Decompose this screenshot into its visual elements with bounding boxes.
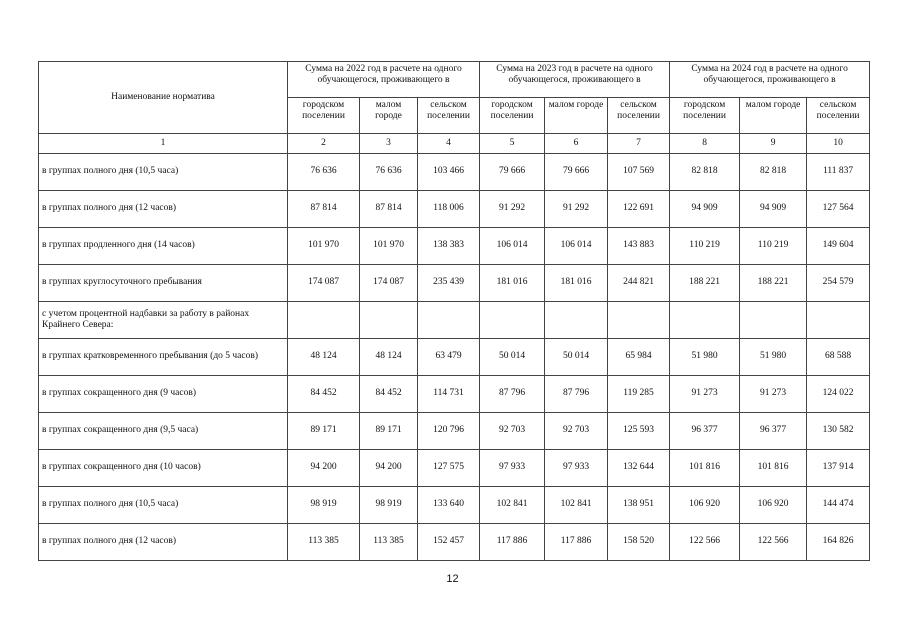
row-value: 101 816	[740, 450, 807, 487]
row-value: 144 474	[807, 487, 870, 524]
row-value: 94 200	[288, 450, 360, 487]
row-value: 124 022	[807, 376, 870, 413]
row-name: в группах полного дня (12 часов)	[39, 524, 288, 561]
norms-table	[38, 61, 870, 561]
row-value: 65 984	[608, 339, 670, 376]
row-value: 98 919	[360, 487, 418, 524]
group-header-2022: Сумма на 2022 год в расчете на одного обучающегося, проживающего в	[288, 62, 480, 98]
table-row	[39, 302, 870, 339]
row-value: 118 006	[418, 191, 480, 228]
row-value: 113 385	[360, 524, 418, 561]
row-value: 76 636	[288, 154, 360, 191]
row-value: 94 909	[670, 191, 740, 228]
group-header-2023: Сумма на 2023 год в расчете на одного обучающегося, проживающего в	[480, 62, 670, 98]
row-value: 158 520	[608, 524, 670, 561]
row-value	[608, 302, 670, 339]
subheader-small-town: малом городе	[545, 98, 608, 134]
subheader-small-town: малом городе	[360, 98, 418, 134]
column-index: 6	[545, 134, 608, 154]
row-value: 79 666	[480, 154, 545, 191]
row-value: 188 221	[740, 265, 807, 302]
row-value: 125 593	[608, 413, 670, 450]
row-value	[807, 302, 870, 339]
row-name: в группах сокращенного дня (9 часов)	[39, 376, 288, 413]
row-name: в группах кратковременного пребывания (до 5 часов)	[39, 339, 288, 376]
row-value: 164 826	[807, 524, 870, 561]
row-value: 68 588	[807, 339, 870, 376]
row-value: 82 818	[670, 154, 740, 191]
row-value: 76 636	[360, 154, 418, 191]
row-value: 94 909	[740, 191, 807, 228]
subheader-rural: сельском поселении	[608, 98, 670, 134]
row-value	[670, 302, 740, 339]
row-name: в группах круглосуточного пребывания	[39, 265, 288, 302]
row-value: 94 200	[360, 450, 418, 487]
table-row	[39, 524, 870, 561]
row-value: 79 666	[545, 154, 608, 191]
row-value: 98 919	[288, 487, 360, 524]
row-value: 130 582	[807, 413, 870, 450]
row-value: 87 796	[480, 376, 545, 413]
column-index: 8	[670, 134, 740, 154]
subheader-urban: городском поселении	[480, 98, 545, 134]
row-value: 87 796	[545, 376, 608, 413]
row-value: 97 933	[480, 450, 545, 487]
row-name: в группах полного дня (10,5 часа)	[39, 154, 288, 191]
row-value: 82 818	[740, 154, 807, 191]
row-value	[480, 302, 545, 339]
row-value: 91 292	[480, 191, 545, 228]
row-value: 102 841	[480, 487, 545, 524]
row-value: 181 016	[545, 265, 608, 302]
row-value: 101 816	[670, 450, 740, 487]
row-name: с учетом процентной надбавки за работу в районах Крайнего Севера:	[39, 302, 288, 339]
table-row	[39, 450, 870, 487]
table-row	[39, 413, 870, 450]
row-value: 63 479	[418, 339, 480, 376]
column-index: 9	[740, 134, 807, 154]
row-value: 106 014	[480, 228, 545, 265]
group-header-2024: Сумма на 2024 год в расчете на одного обучающегося, проживающего в	[670, 62, 870, 98]
row-value: 244 821	[608, 265, 670, 302]
row-value: 138 383	[418, 228, 480, 265]
row-value: 122 691	[608, 191, 670, 228]
row-value: 87 814	[288, 191, 360, 228]
row-value: 89 171	[360, 413, 418, 450]
subheader-urban: городском поселении	[670, 98, 740, 134]
row-value: 106 920	[670, 487, 740, 524]
row-value: 84 452	[360, 376, 418, 413]
table-row	[39, 376, 870, 413]
row-value: 50 014	[545, 339, 608, 376]
table-row	[39, 265, 870, 302]
row-value: 97 933	[545, 450, 608, 487]
column-index: 5	[480, 134, 545, 154]
row-value: 181 016	[480, 265, 545, 302]
row-name: в группах продленного дня (14 часов)	[39, 228, 288, 265]
column-index-row	[39, 134, 870, 154]
row-value: 51 980	[670, 339, 740, 376]
row-value: 235 439	[418, 265, 480, 302]
row-value: 137 914	[807, 450, 870, 487]
row-value	[418, 302, 480, 339]
row-value: 110 219	[740, 228, 807, 265]
table-row	[39, 154, 870, 191]
row-value	[545, 302, 608, 339]
row-name: в группах сокращенного дня (9,5 часа)	[39, 413, 288, 450]
row-value	[740, 302, 807, 339]
row-value: 96 377	[670, 413, 740, 450]
row-value	[360, 302, 418, 339]
row-value: 117 886	[480, 524, 545, 561]
column-index: 4	[418, 134, 480, 154]
name-header: Наименование норматива	[39, 62, 288, 134]
row-value: 48 124	[288, 339, 360, 376]
column-index: 2	[288, 134, 360, 154]
row-value: 50 014	[480, 339, 545, 376]
subheader-rural: сельском поселении	[807, 98, 870, 134]
row-value: 89 171	[288, 413, 360, 450]
row-value: 114 731	[418, 376, 480, 413]
row-value: 120 796	[418, 413, 480, 450]
table-row	[39, 339, 870, 376]
row-name: в группах полного дня (12 часов)	[39, 191, 288, 228]
row-value: 51 980	[740, 339, 807, 376]
row-value: 111 837	[807, 154, 870, 191]
row-value: 113 385	[288, 524, 360, 561]
row-value: 92 703	[545, 413, 608, 450]
row-value: 152 457	[418, 524, 480, 561]
row-value: 91 273	[740, 376, 807, 413]
column-index: 7	[608, 134, 670, 154]
row-value: 254 579	[807, 265, 870, 302]
row-value: 122 566	[740, 524, 807, 561]
row-value: 119 285	[608, 376, 670, 413]
row-value: 84 452	[288, 376, 360, 413]
page-number: 12	[446, 573, 459, 585]
row-value: 133 640	[418, 487, 480, 524]
row-value: 92 703	[480, 413, 545, 450]
row-value: 174 087	[360, 265, 418, 302]
table-row	[39, 228, 870, 265]
row-value: 110 219	[670, 228, 740, 265]
row-value: 117 886	[545, 524, 608, 561]
row-value: 107 569	[608, 154, 670, 191]
row-value: 87 814	[360, 191, 418, 228]
row-value: 127 564	[807, 191, 870, 228]
column-index: 3	[360, 134, 418, 154]
row-value: 103 466	[418, 154, 480, 191]
row-value: 127 575	[418, 450, 480, 487]
row-value: 102 841	[545, 487, 608, 524]
column-index: 1	[39, 134, 288, 154]
subheader-small-town: малом городе	[740, 98, 807, 134]
row-value: 149 604	[807, 228, 870, 265]
table-row	[39, 487, 870, 524]
row-value: 91 292	[545, 191, 608, 228]
row-value: 101 970	[288, 228, 360, 265]
subheader-rural: сельском поселении	[418, 98, 480, 134]
row-value: 106 014	[545, 228, 608, 265]
subheader-urban: городском поселении	[288, 98, 360, 134]
row-value: 96 377	[740, 413, 807, 450]
row-value: 101 970	[360, 228, 418, 265]
row-name: в группах полного дня (10,5 часа)	[39, 487, 288, 524]
row-value: 174 087	[288, 265, 360, 302]
column-index: 10	[807, 134, 870, 154]
row-value: 138 951	[608, 487, 670, 524]
row-value: 143 883	[608, 228, 670, 265]
row-value: 188 221	[670, 265, 740, 302]
row-value: 132 644	[608, 450, 670, 487]
row-value: 91 273	[670, 376, 740, 413]
row-value: 122 566	[670, 524, 740, 561]
row-value: 48 124	[360, 339, 418, 376]
row-value	[288, 302, 360, 339]
row-value: 106 920	[740, 487, 807, 524]
table-row	[39, 191, 870, 228]
row-name: в группах сокращенного дня (10 часов)	[39, 450, 288, 487]
